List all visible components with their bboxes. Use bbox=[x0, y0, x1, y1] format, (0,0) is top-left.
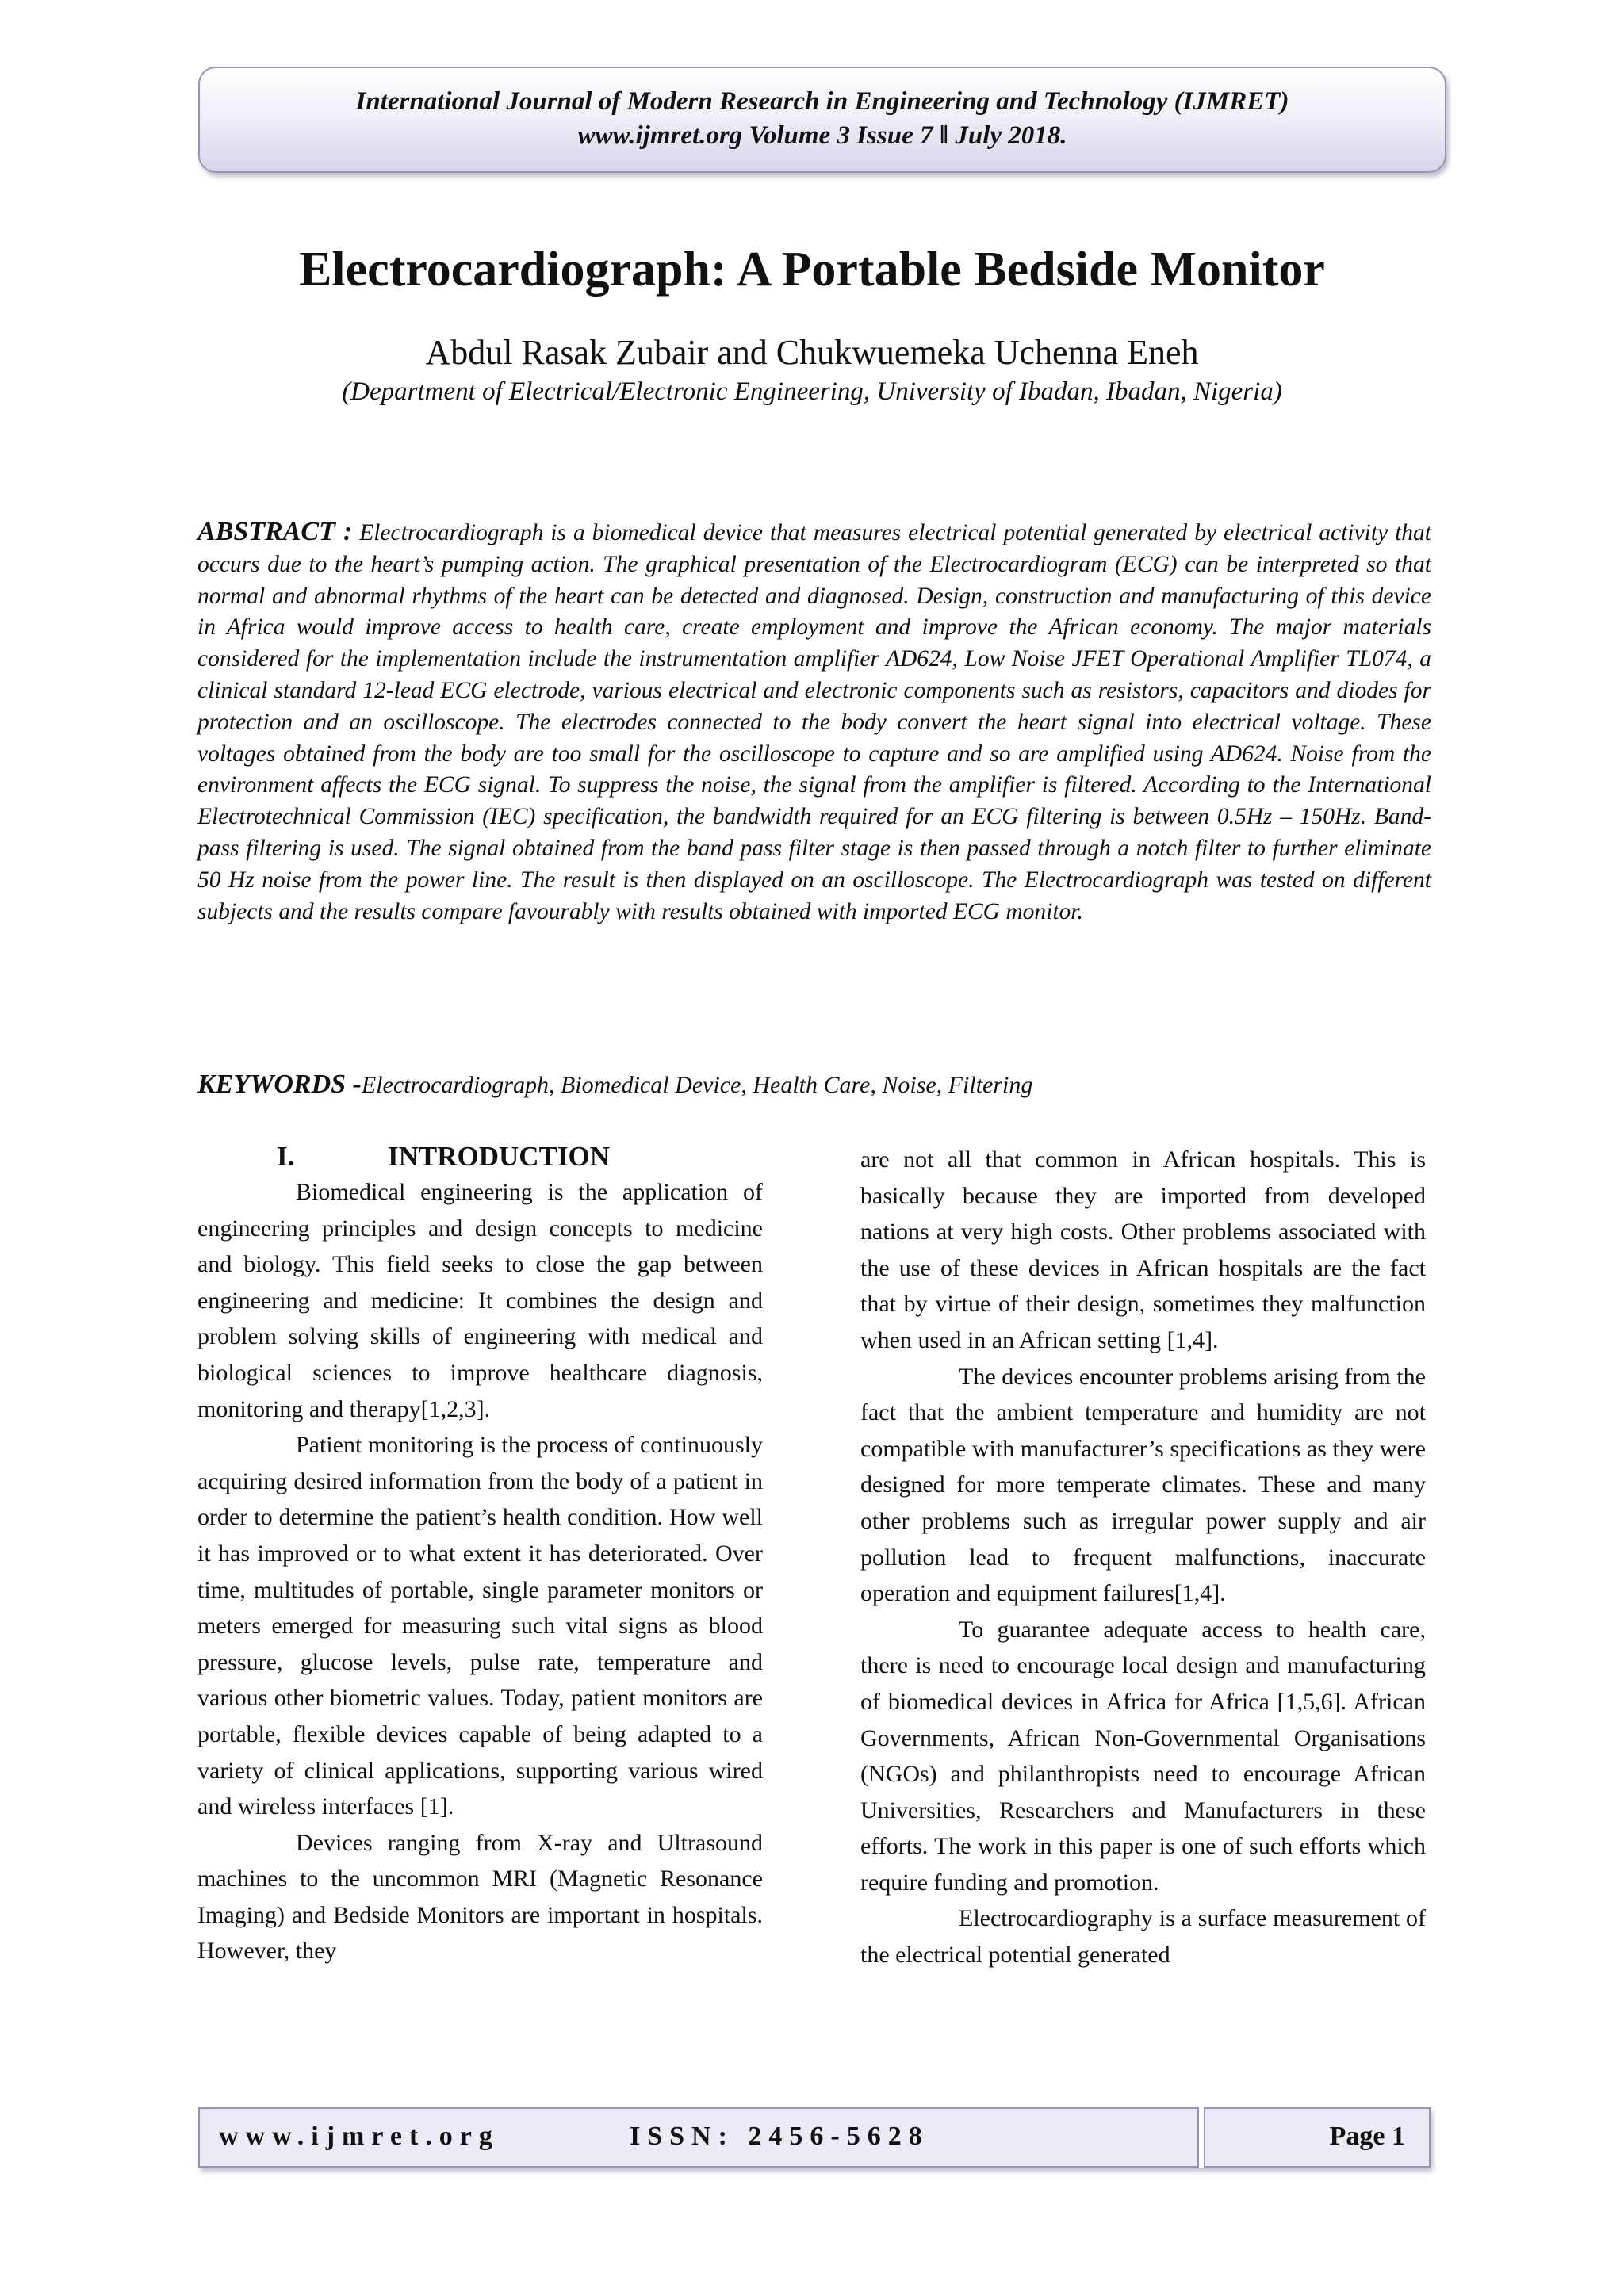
footer-divider bbox=[1197, 2107, 1205, 2168]
footer-issn: ISSN: 2456-5628 bbox=[630, 2122, 929, 2151]
paragraph: are not all that common in African hospitals. This is basically because they are imported from developed nations at very high costs. Other problems associated with the use of these devices in African hospitals are the fact that by virtue of their design, sometimes they malfunction when used in an African setting [1,4]. bbox=[860, 1146, 1426, 1353]
keywords-text: Electrocardiograph, Biomedical Device, Health Care, Noise, Filtering bbox=[361, 1072, 1033, 1098]
paragraph: Patient monitoring is the process of continuously acquiring desired information from the body of a patient in order to determine the patient’s health condition. How well it has improved or to what extent it has deteriorated. Over time, multitudes of portable, single parameter monitors or meters emerged for measuring such vital signs as blood pressure, glucose levels, pulse rate, temperature and various other biometric values. Today, patient monitors are portable, flexible devices capable of being adapted to a variety of clinical applications, supporting various wired and wireless interfaces [1]. bbox=[197, 1432, 763, 1820]
section-title: INTRODUCTION bbox=[388, 1141, 611, 1172]
keywords-label: KEYWORDS - bbox=[197, 1070, 362, 1099]
abstract bbox=[197, 516, 1431, 928]
footer-website: www.ijmret.org bbox=[219, 2122, 500, 2151]
paper-affiliation: (Department of Electrical/Electronic Engineering, University of Ibadan, Ibadan, Nigeria) bbox=[342, 377, 1282, 406]
section-number: I. bbox=[277, 1141, 295, 1172]
paragraph: Electrocardiography is a surface measurement of the electrical potential generated bbox=[860, 1905, 1426, 1969]
journal-name: International Journal of Modern Research in Engineering and Technology (IJMRET) bbox=[355, 87, 1289, 116]
paragraph: To guarantee adequate access to health care, there is need to encourage local design and manufacturing of biomedical devices in Africa for Africa [1,5,6]. African Governments, African Non-Governmental Organisations (NGOs) and philanthropists need to encourage African Universities, Researchers and Manufacturers in these efforts. The work in this paper is one of such efforts which require funding and promotion. bbox=[860, 1616, 1426, 1896]
paragraph: The devices encounter problems arising from the fact that the ambient temperature and humidity are not compatible with manufacturer’s specifications as they were designed for more temperate climates. These and many other problems such as irregular power supply and air pollution lead to frequent malfunctions, inaccurate operation and equipment failures[1,4]. bbox=[860, 1363, 1426, 1607]
journal-issue: www.ijmret.org Volume 3 Issue 7 ǁ July 2018. bbox=[577, 121, 1067, 150]
abstract-label: ABSTRACT : bbox=[197, 517, 353, 546]
paper-authors: Abdul Rasak Zubair and Chukwuemeka Uchenna Eneh bbox=[425, 333, 1199, 372]
paper-title: Electrocardiograph: A Portable Bedside Monitor bbox=[299, 243, 1325, 297]
page-footer bbox=[198, 2107, 1431, 2168]
abstract-text: Electrocardiograph is a biomedical device that measures electrical potential generated by electrical activity that occurs due to the heart’s pumping action. The graphical presentation of the Electrocardiogram (ECG) can be interpreted so that normal and abnormal rhythms of the heart can be detected and diagnosed. Design, construction and manufacturing of this device in Africa would improve access to health care, create employment and improve the African economy. The major materials considered for the implementation include the instrumentation amplifier AD624, Low Noise JFET Operational Amplifier TL074, a clinical standard 12-lead ECG electrode, various electrical and electronic components such as resistors, capacitors and diodes for protection and an oscilloscope. The electrodes connected to the body convert the heart signal into electrical voltage. These voltages obtained from the body are too small for the oscilloscope to capture and so are amplified using AD624. Noise from the environment affects the ECG signal. To suppress the noise, the signal from the amplifier is filtered. According to the International Electrotechnical Commission (IEC) specification, the bandwidth required for an ECG filtering is between 0.5Hz – 150Hz. Band-pass filtering is used. The signal obtained from the band pass filter stage is then passed through a notch filter to further eliminate 50 Hz noise from the power line. The result is then displayed on an oscilloscope. The Electrocardiograph was tested on different subjects and the results compare favourably with results obtained with imported ECG monitor. bbox=[197, 520, 1432, 924]
page-number: Page 1 bbox=[1329, 2122, 1405, 2151]
right-column bbox=[860, 1142, 1426, 1973]
left-column bbox=[197, 1139, 763, 1969]
paragraph: Devices ranging from X-ray and Ultrasound machines to the uncommon MRI (Magnetic Resonance Imaging) and Bedside Monitors are important in hospitals. However, they bbox=[197, 1829, 763, 1965]
section-heading bbox=[197, 1139, 763, 1174]
keywords bbox=[197, 1067, 1431, 1103]
journal-header bbox=[198, 67, 1446, 173]
paragraph: Biomedical engineering is the application of engineering principles and design concepts to medicine and biology. This field seeks to close the gap between engineering and medicine: It combines the design and problem solving skills of engineering with medical and biological sciences to improve healthcare diagnosis, monitoring and therapy[1,2,3]. bbox=[197, 1179, 763, 1422]
